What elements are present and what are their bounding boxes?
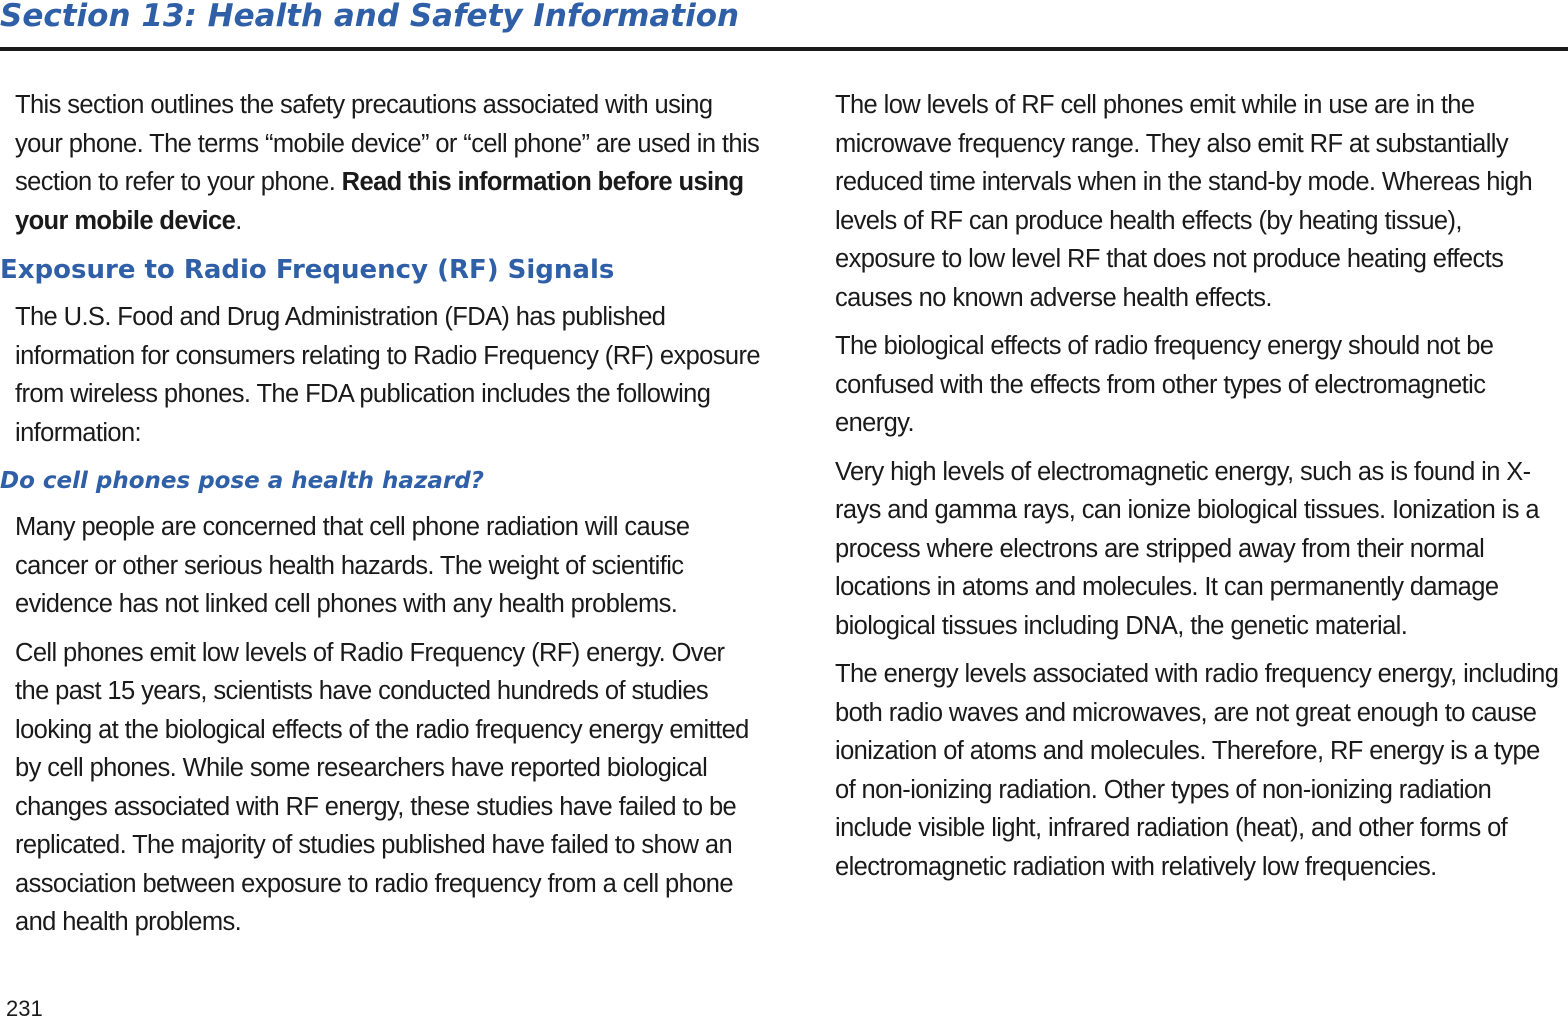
concern-paragraph: Many people are concerned that cell phone radiation will cause cancer or other serious health hazards. The weight of scientific evidence has not linked cell phones with any health problems. bbox=[15, 513, 690, 618]
low-levels-paragraph: The low levels of RF cell phones emit while in use are in the microwave frequency range. They also emit RF at substantially reduced time intervals when in the stand-by mode. Whereas high levels of RF can produce health effects (by heating tissue), exposure to low level RF that does not produce heating effects causes no known adverse health effects. bbox=[835, 91, 1533, 312]
section-title: Section 13: Health and Safety Information bbox=[0, 0, 740, 34]
intro-paragraph bbox=[15, 86, 760, 240]
right-column bbox=[835, 86, 1565, 896]
intro-bold-text: Read this information before using your mobile device bbox=[15, 168, 744, 235]
fda-paragraph: The U.S. Food and Drug Administration (FDA) has published information for consumers relating to Radio Frequency (RF) exposure from wireless phones. The FDA publication includes the following information: bbox=[15, 303, 760, 447]
title-divider bbox=[0, 47, 1568, 51]
biological-effects-paragraph: The biological effects of radio frequency energy should not be confused with the effects from other types of electromagnetic energy. bbox=[835, 332, 1494, 437]
non-ionizing-paragraph: The energy levels associated with radio frequency energy, including both radio waves and microwaves, are not great enough to cause ionization of atoms and molecules. Therefore, RF energy is a type of non-ionizing radiation. Other types of non-ionizing radiation include visible light, infrared radiation (heat), and other forms of electromagnetic radiation with relatively low frequencies. bbox=[835, 660, 1559, 881]
page-number: 231 bbox=[6, 996, 43, 1021]
intro-text: This section outlines the safety precautions associated with using your phone. The terms “mobile device” or “cell phone” are used in this section to refer to your phone. bbox=[15, 91, 760, 196]
health-hazard-subheading: Do cell phones pose a health hazard? bbox=[0, 468, 485, 494]
rf-exposure-heading: Exposure to Radio Frequency (RF) Signals bbox=[0, 255, 615, 285]
left-column bbox=[0, 86, 760, 952]
ionization-paragraph: Very high levels of electromagnetic energy, such as is found in X-rays and gamma rays, can ionize biological tissues. Ionization is a process where electrons are stripped away from their normal locations in atoms and molecules. It can permanently damage biological tissues including DNA, the genetic material. bbox=[835, 457, 1539, 640]
studies-paragraph: Cell phones emit low levels of Radio Frequency (RF) energy. Over the past 15 years, scientists have conducted hundreds of studies looking at the biological effects of the radio frequency energy emitted by cell phones. While some researchers have reported biological changes associated with RF energy, these studies have failed to be replicated. The majority of studies published have failed to show an association between exposure to radio frequency from a cell phone and health problems. bbox=[15, 638, 749, 936]
intro-end-text: . bbox=[235, 206, 242, 235]
